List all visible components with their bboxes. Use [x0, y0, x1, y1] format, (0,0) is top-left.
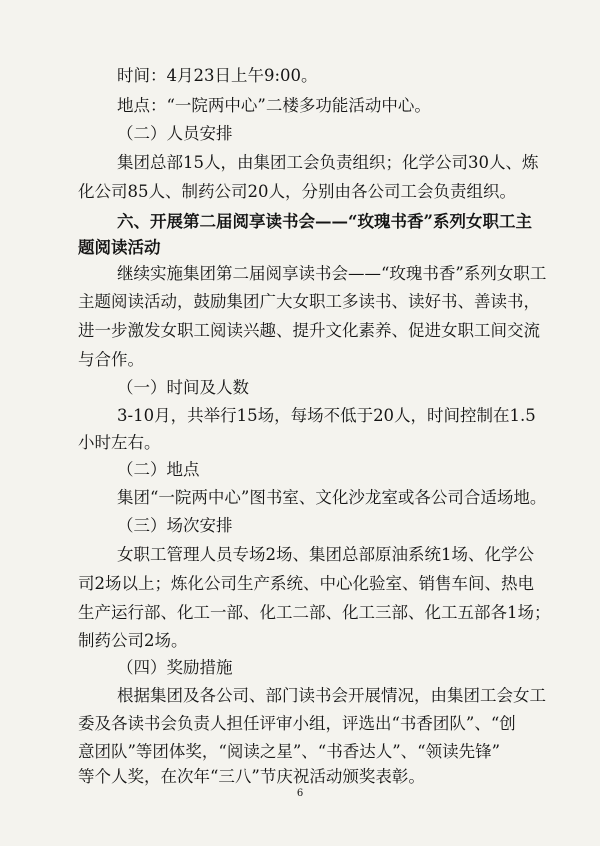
section-heading-reading-club: 六、开展第二届阅享读书会——“玫瑰书香”系列女职工主: [117, 212, 532, 231]
time-line: 时间：4月23日上午9:00。: [117, 66, 318, 85]
body-line: 制药公司2场。: [78, 631, 188, 650]
subheading-location: （二）地点: [117, 460, 200, 479]
body-line: 等个人奖，在次年“三八”节庆祝活动颁奖表彰。: [78, 767, 425, 786]
body-line: 3-10月，共举行15场，每场不低于20人，时间控制在1.5: [117, 406, 536, 425]
body-line: 生产运行部、化工一部、化工二部、化工三部、化工五部各1场；: [78, 603, 551, 622]
body-line: 化公司85人、制药公司20人，分别由各公司工会负责组织。: [78, 182, 516, 201]
subheading-rewards: （四）奖励措施: [117, 658, 233, 677]
body-line: 小时左右。: [78, 433, 161, 452]
body-line: 根据集团及各公司、部门读书会开展情况，由集团工会女工: [117, 686, 546, 705]
subheading-time-count: （一）时间及人数: [117, 378, 249, 397]
body-line: 继续实施集团第二届阅享读书会——“玫瑰书香”系列女职工: [117, 264, 547, 283]
body-line: 司2场以上；炼化公司生产系统、中心化验室、销售车间、热电: [78, 574, 534, 593]
body-line: 女职工管理人员专场2场、集团总部原油系统1场、化学公: [117, 545, 534, 564]
section-heading-reading-club-cont: 题阅读活动: [78, 238, 161, 257]
body-line: 与合作。: [78, 350, 144, 369]
body-line: 委及各读书会负责人担任评审小组，评选出“书香团队”、“创: [78, 714, 516, 733]
location-line: 地点：“一院两中心”二楼多功能活动中心。: [117, 96, 431, 115]
body-line: 集团总部15人，由集团工会负责组织；化学公司30人、炼: [117, 153, 539, 172]
body-line: 意团队”等团体奖，“阅读之星”、“书香达人”、“领读先锋”: [78, 742, 501, 761]
section-heading-staffing: （二）人员安排: [117, 124, 233, 143]
body-line: 集团“一院两中心”图书室、文化沙龙室或各公司合适场地。: [117, 488, 547, 507]
body-line: 主题阅读活动，鼓励集团广大女职工多读书、读好书、善读书，: [78, 292, 540, 311]
page-number: 6: [296, 788, 304, 799]
body-line: 进一步激发女职工阅读兴趣、提升文化素养、促进女职工间交流: [78, 321, 540, 340]
subheading-schedule: （三）场次安排: [117, 516, 233, 535]
